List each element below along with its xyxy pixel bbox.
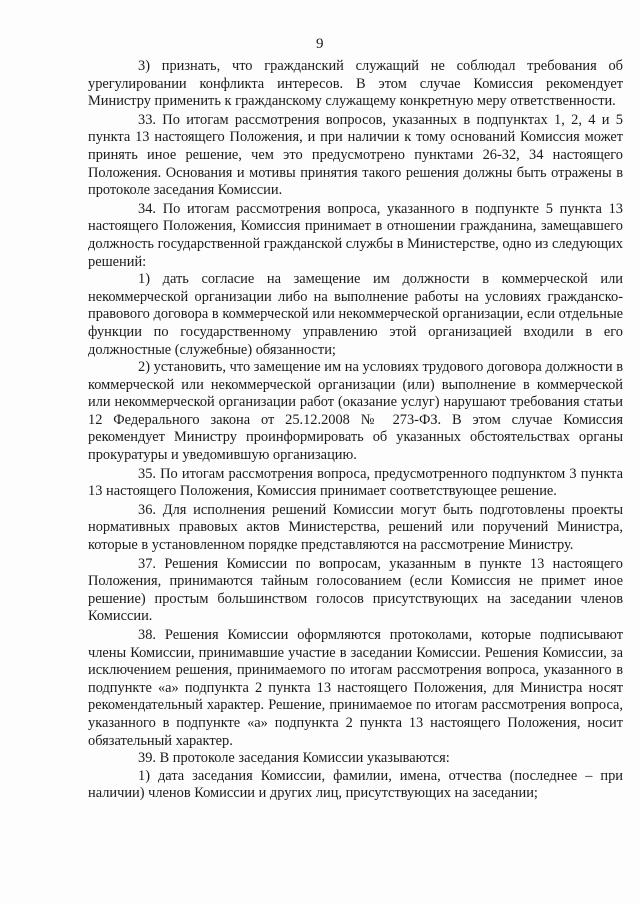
document-body [88, 58, 623, 803]
paragraph-39: 39. В протоколе заседания Комиссии указываются: [138, 750, 450, 767]
paragraph-36: 36. Для исполнения решений Комиссии могут быть подготовлены проекты нормативных правовых актов Министерства, решений или поручений Министра, которые в установленном порядке представляются на рассмотрение Министру. [88, 501, 623, 554]
paragraph-34: 34. По итогам рассмотрения вопроса, указанного в подпункте 5 пункта 13 настоящего Положения, Комиссия принимает в отношении гражданина, замещавшего должность государственной гражданской службы в Министерстве, одно из следующих решений: [88, 200, 623, 270]
paragraph-33: 33. По итогам рассмотрения вопросов, указанных в подпунктах 1, 2, 4 и 5 пункта 13 настоящего Положения, и при наличии к тому оснований Комиссия может принять иное решение, чем это предусмотрено пунктами 26-32, 34 настоящего Положения. Основания и мотивы принятия такого решения должны быть отражены в протоколе заседания Комиссии. [88, 111, 623, 199]
page-number: 9 [316, 36, 324, 52]
paragraph-34-subpoint-1: 1) дать согласие на замещение им должности в коммерческой или некоммерческой организации либо на выполнение работы на условиях гражданско-правового договора в коммерческой или некоммерческой организации, если отдельные функции по государственному управлению этой организацией входили в его должностные (служебные) обязанности; [88, 271, 623, 358]
paragraph-37: 37. Решения Комиссии по вопросам, указанным в пункте 13 настоящего Положения, принимаются тайным голосованием (если Комиссия не примет иное решение) простым большинством голосов присутствующих на заседании членов Комиссии. [88, 555, 623, 625]
paragraph-39-subpoint-1: 1) дата заседания Комиссии, фамилии, имена, отчества (последнее – при наличии) членов Комиссии и других лиц, присутствующих на заседании; [88, 767, 623, 802]
paragraph-34-subpoint-2: 2) установить, что замещение им на условиях трудового договора должности в коммерческой или некоммерческой организации (или) выполнение в коммерческой или некоммерческой организации работ (оказание услуг) нарушают требования статьи 12 Федерального закона от 25.12.2008 № 273-ФЗ. В этом случае Комиссия рекомендует Министру проинформировать об указанных обстоятельствах органы прокуратуры и уведомившую организацию. [88, 359, 623, 464]
paragraph-38: 38. Решения Комиссии оформляются протоколами, которые подписывают члены Комиссии, принимавшие участие в заседании Комиссии. Решения Комиссии, за исключением решения, принимаемого по итогам рассмотрения вопроса, указанного в подпункте «а» подпункта 2 пункта 13 настоящего Положения, для Министра носят рекомендательный характер. Решение, принимаемое по итогам рассмотрения вопроса, указанного в подпункте «а» подпункта 2 пункта 13 настоящего Положения, носит обязательный характер. [88, 627, 623, 749]
paragraph-35: 35. По итогам рассмотрения вопроса, предусмотренного подпунктом 3 пункта 13 настоящего Положения, Комиссия принимает соответствующее решение. [88, 465, 623, 500]
paragraph-subpoint-3: 3) признать, что гражданский служащий не соблюдал требования об урегулировании конфликта интересов. В этом случае Комиссия рекомендует Министру применить к гражданскому служащему конкретную меру ответственности. [88, 58, 623, 110]
